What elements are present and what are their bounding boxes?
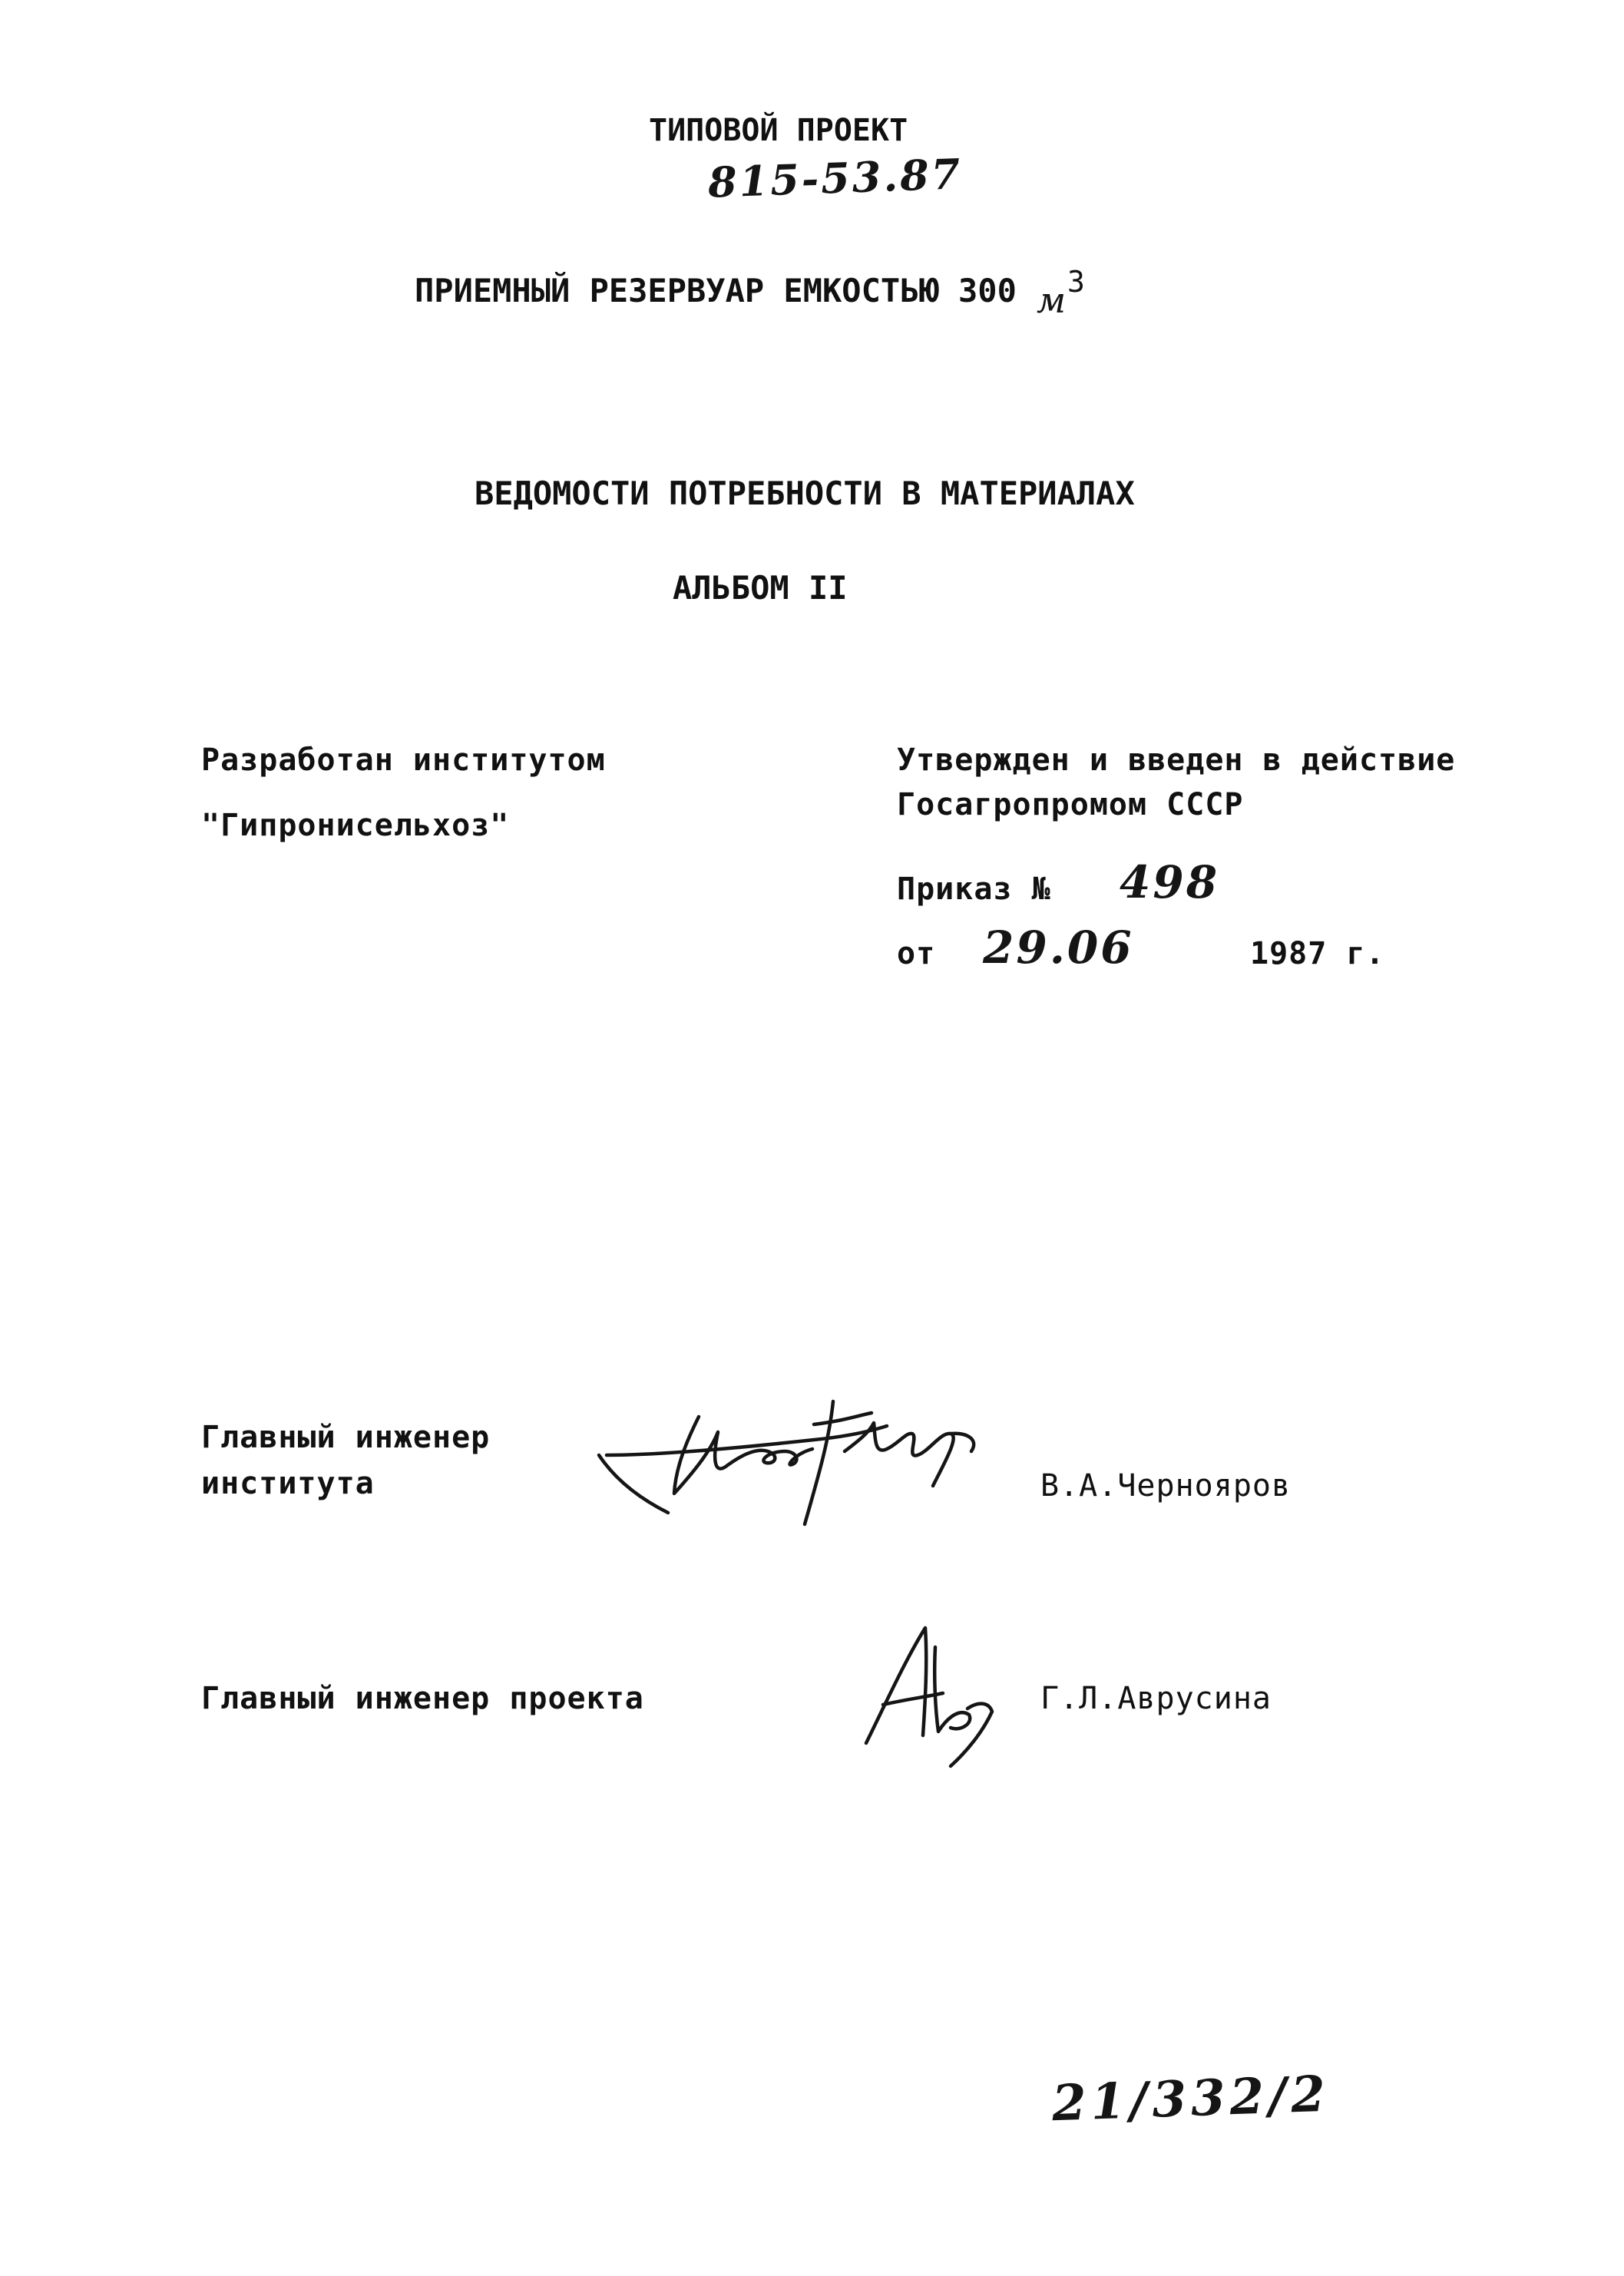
album-label: АЛЬБОМ II: [673, 569, 848, 607]
title-unit: м: [1037, 280, 1069, 321]
order-number: 498: [1120, 856, 1220, 908]
signature-1: [584, 1378, 998, 1532]
developer-line-1: Разработан институтом: [201, 743, 606, 778]
developer-line-2: "Гипронисельхоз": [201, 808, 510, 843]
date-label: от: [897, 936, 936, 971]
signatory-2-role: Главный инженер проекта: [201, 1681, 644, 1716]
document-title: ПРИЕМНЫЙ РЕЗЕРВУАР ЕМКОСТЬЮ 300: [415, 272, 1017, 309]
project-number: 815-53.87: [706, 149, 964, 207]
project-type-label: ТИПОВОЙ ПРОЕКТ: [649, 113, 908, 148]
signatory-1-name: В.А.Чернояров: [1040, 1468, 1292, 1504]
title-unit-power: 3: [1067, 265, 1086, 299]
approval-line-1: Утвержден и введен в действие: [897, 743, 1456, 778]
signature-2: [852, 1616, 1006, 1770]
order-date: 29.06: [983, 921, 1134, 974]
archive-number: 21/332/2: [1050, 2065, 1331, 2133]
order-label: Приказ №: [897, 872, 1051, 907]
signatory-1-role-line-1: Главный инженер: [201, 1420, 491, 1455]
order-year: 1987 г.: [1250, 936, 1385, 971]
document-subtitle: ВЕДОМОСТИ ПОТРЕБНОСТИ В МАТЕРИАЛАХ: [475, 475, 1135, 512]
signatory-1-role-line-2: института: [201, 1466, 375, 1501]
approval-line-2: Госагропромом СССР: [897, 787, 1244, 822]
signatory-2-name: Г.Л.Аврусина: [1040, 1681, 1272, 1716]
